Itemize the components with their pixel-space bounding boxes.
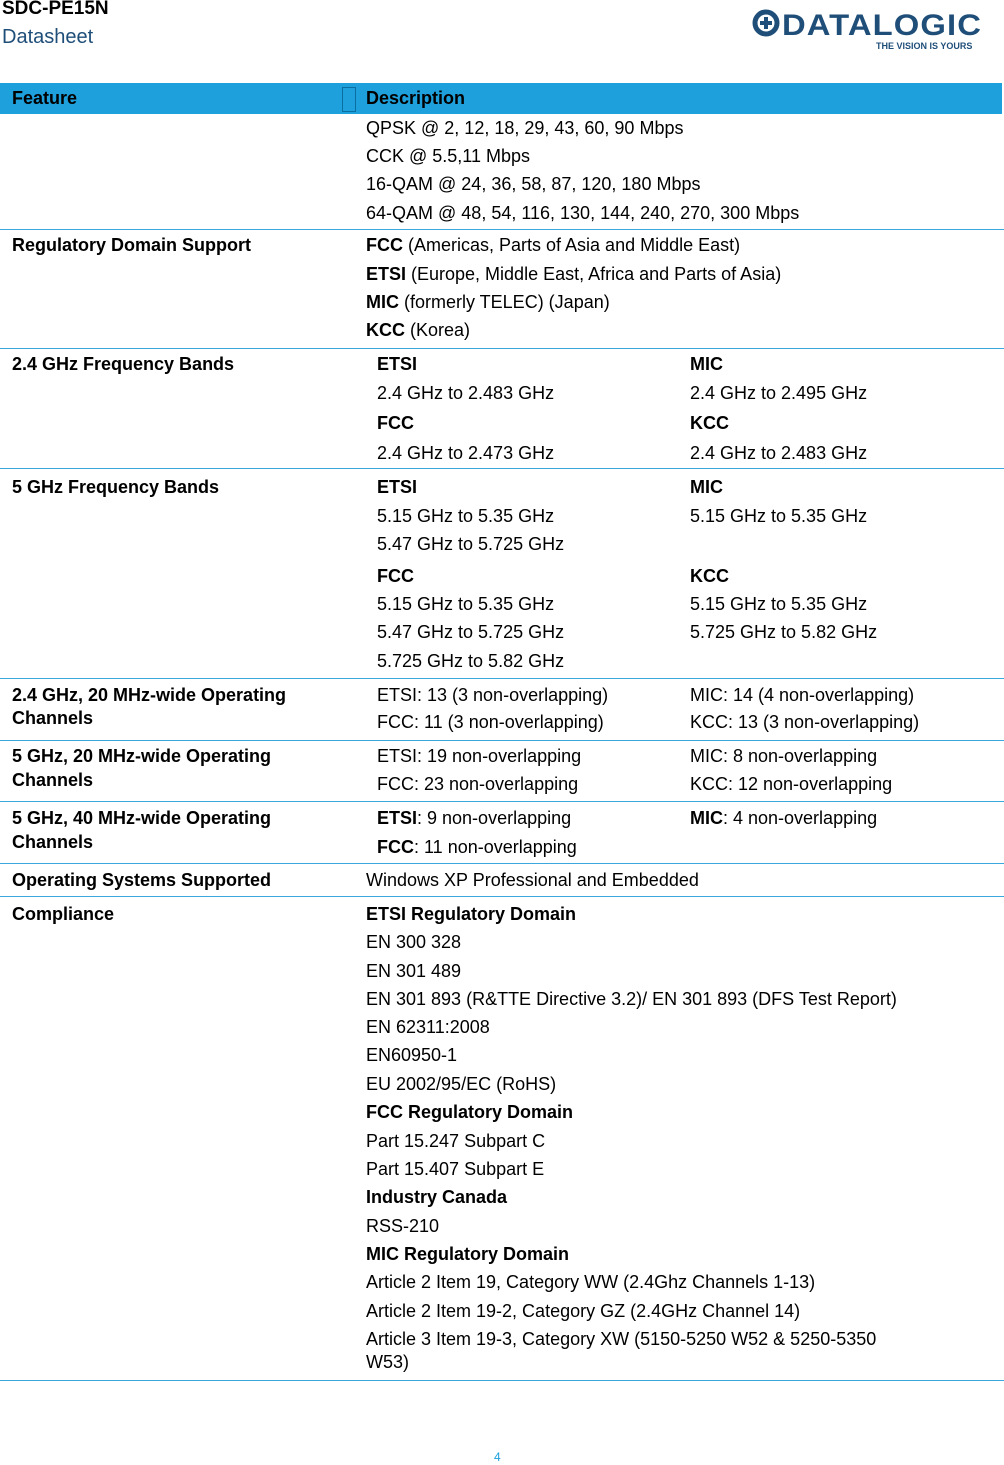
compliance-item: Article 3 Item 19-3, Category XW (5150-5250 W52 & 5250-5350 <box>366 1329 877 1349</box>
table-row-24ghz-20mhz-channels <box>0 679 1004 741</box>
logo-tagline: THE VISION IS YOURS <box>876 41 973 51</box>
rate-qpsk: QPSK @ 2, 12, 18, 29, 43, 60, 90 Mbps <box>366 118 684 138</box>
mic-label: MIC <box>690 354 723 374</box>
kcc-value: 2.4 GHz to 2.483 GHz <box>690 443 868 463</box>
fcc-value: 5.47 GHz to 5.725 GHz <box>377 622 565 642</box>
compliance-item: EN60950-1 <box>366 1045 458 1065</box>
etsi-value: 2.4 GHz to 2.483 GHz <box>377 383 555 403</box>
fcc-label: FCC <box>377 413 414 433</box>
mic-value: 5.15 GHz to 5.35 GHz <box>690 506 868 526</box>
column-header-description: Description <box>366 88 466 108</box>
compliance-heading-industry-canada: Industry Canada <box>366 1187 508 1207</box>
column-separator <box>342 87 356 112</box>
feature-label: 2.4 GHz, 20 MHz-wide Operating <box>12 685 287 705</box>
compliance-item: Part 15.247 Subpart C <box>366 1131 546 1151</box>
feature-label: Operating Systems Supported <box>12 870 272 890</box>
fcc-label: FCC <box>377 566 414 586</box>
table-row-compliance <box>0 897 1004 1381</box>
fcc-value: 2.4 GHz to 2.473 GHz <box>377 443 555 463</box>
feature-label-cont: Channels <box>12 708 94 728</box>
regulatory-item: KCC (Korea) <box>366 320 471 340</box>
kcc-value: 5.725 GHz to 5.82 GHz <box>690 622 878 642</box>
feature-label: Compliance <box>12 904 115 924</box>
channel-value-fcc: FCC: 11 non-overlapping <box>377 837 577 857</box>
feature-label: 5 GHz Frequency Bands <box>12 477 220 497</box>
compliance-item: Part 15.407 Subpart E <box>366 1159 545 1179</box>
regulatory-item: ETSI (Europe, Middle East, Africa and Parts of Asia) <box>366 264 782 284</box>
rate-16qam: 16-QAM @ 24, 36, 58, 87, 120, 180 Mbps <box>366 174 701 194</box>
kcc-label: KCC <box>690 413 729 433</box>
feature-label: 2.4 GHz Frequency Bands <box>12 354 235 374</box>
etsi-value: 5.15 GHz to 5.35 GHz <box>377 506 555 526</box>
regulatory-item: MIC (formerly TELEC) (Japan) <box>366 292 610 312</box>
document-model: SDC-PE15N <box>2 0 109 19</box>
document-subtitle: Datasheet <box>2 26 94 48</box>
mic-value: 2.4 GHz to 2.495 GHz <box>690 383 868 403</box>
compliance-item: EN 300 328 <box>366 932 462 952</box>
logo-wordmark: DATALOGIC <box>782 9 982 42</box>
compliance-item: Article 2 Item 19-2, Category GZ (2.4GHz Channel 14) <box>366 1301 801 1321</box>
compliance-item: W53) <box>366 1352 410 1372</box>
table-header <box>0 83 1002 114</box>
datalogic-logo <box>752 4 984 52</box>
compliance-heading-fcc: FCC Regulatory Domain <box>366 1102 574 1122</box>
mic-label: MIC <box>690 477 723 497</box>
compliance-item: RSS-210 <box>366 1216 440 1236</box>
compliance-heading-etsi: ETSI Regulatory Domain <box>366 904 577 924</box>
channel-value: KCC: 12 non-overlapping <box>690 774 893 794</box>
compliance-item: EU 2002/95/EC (RoHS) <box>366 1074 557 1094</box>
etsi-label: ETSI <box>377 354 418 374</box>
compliance-heading-mic: MIC Regulatory Domain <box>366 1244 570 1264</box>
feature-label-cont: Channels <box>12 832 94 852</box>
table-row-regulatory-domain <box>0 230 1004 349</box>
channel-value: MIC: 8 non-overlapping <box>690 746 878 766</box>
column-header-feature: Feature <box>12 88 78 108</box>
compliance-item: EN 62311:2008 <box>366 1017 490 1037</box>
etsi-value: 5.47 GHz to 5.725 GHz <box>377 534 565 554</box>
channel-value: ETSI: 19 non-overlapping <box>377 746 582 766</box>
channel-value-etsi: ETSI: 9 non-overlapping <box>377 808 572 828</box>
datalogic-logo-icon <box>755 12 777 34</box>
channel-value: KCC: 13 (3 non-overlapping) <box>690 712 920 732</box>
table-row-operating-systems <box>0 864 1004 897</box>
fcc-value: 5.15 GHz to 5.35 GHz <box>377 594 555 614</box>
table-row-5ghz-40mhz-channels <box>0 802 1004 864</box>
feature-label: 5 GHz, 40 MHz-wide Operating <box>12 808 272 828</box>
channel-value: ETSI: 13 (3 non-overlapping) <box>377 685 609 705</box>
kcc-label: KCC <box>690 566 729 586</box>
compliance-item: EN 301 893 (R&TTE Directive 3.2)/ EN 301 893 (DFS Test Report) <box>366 989 897 1009</box>
rate-cck: CCK @ 5.5,11 Mbps <box>366 146 531 166</box>
page-number: 4 <box>494 1450 501 1464</box>
table-row-data-rates <box>0 114 1004 230</box>
feature-label: Regulatory Domain Support <box>12 235 252 255</box>
compliance-item: Article 2 Item 19, Category WW (2.4Ghz Channels 1-13) <box>366 1272 816 1292</box>
table-row-5ghz-bands <box>0 469 1004 679</box>
table-row-24ghz-bands <box>0 349 1004 469</box>
channel-value: MIC: 14 (4 non-overlapping) <box>690 685 915 705</box>
rate-64qam: 64-QAM @ 48, 54, 116, 130, 144, 240, 270, 300 Mbps <box>366 203 800 223</box>
table-row-5ghz-20mhz-channels <box>0 741 1004 802</box>
feature-label-cont: Channels <box>12 770 94 790</box>
fcc-value: 5.725 GHz to 5.82 GHz <box>377 651 565 671</box>
channel-value: FCC: 23 non-overlapping <box>377 774 579 794</box>
regulatory-item: FCC (Americas, Parts of Asia and Middle East) <box>366 235 741 255</box>
compliance-item: EN 301 489 <box>366 961 462 981</box>
feature-label: 5 GHz, 20 MHz-wide Operating <box>12 746 272 766</box>
channel-value-mic: MIC: 4 non-overlapping <box>690 808 878 828</box>
channel-value: FCC: 11 (3 non-overlapping) <box>377 712 604 732</box>
os-value: Windows XP Professional and Embedded <box>366 870 699 890</box>
kcc-value: 5.15 GHz to 5.35 GHz <box>690 594 868 614</box>
etsi-label: ETSI <box>377 477 418 497</box>
